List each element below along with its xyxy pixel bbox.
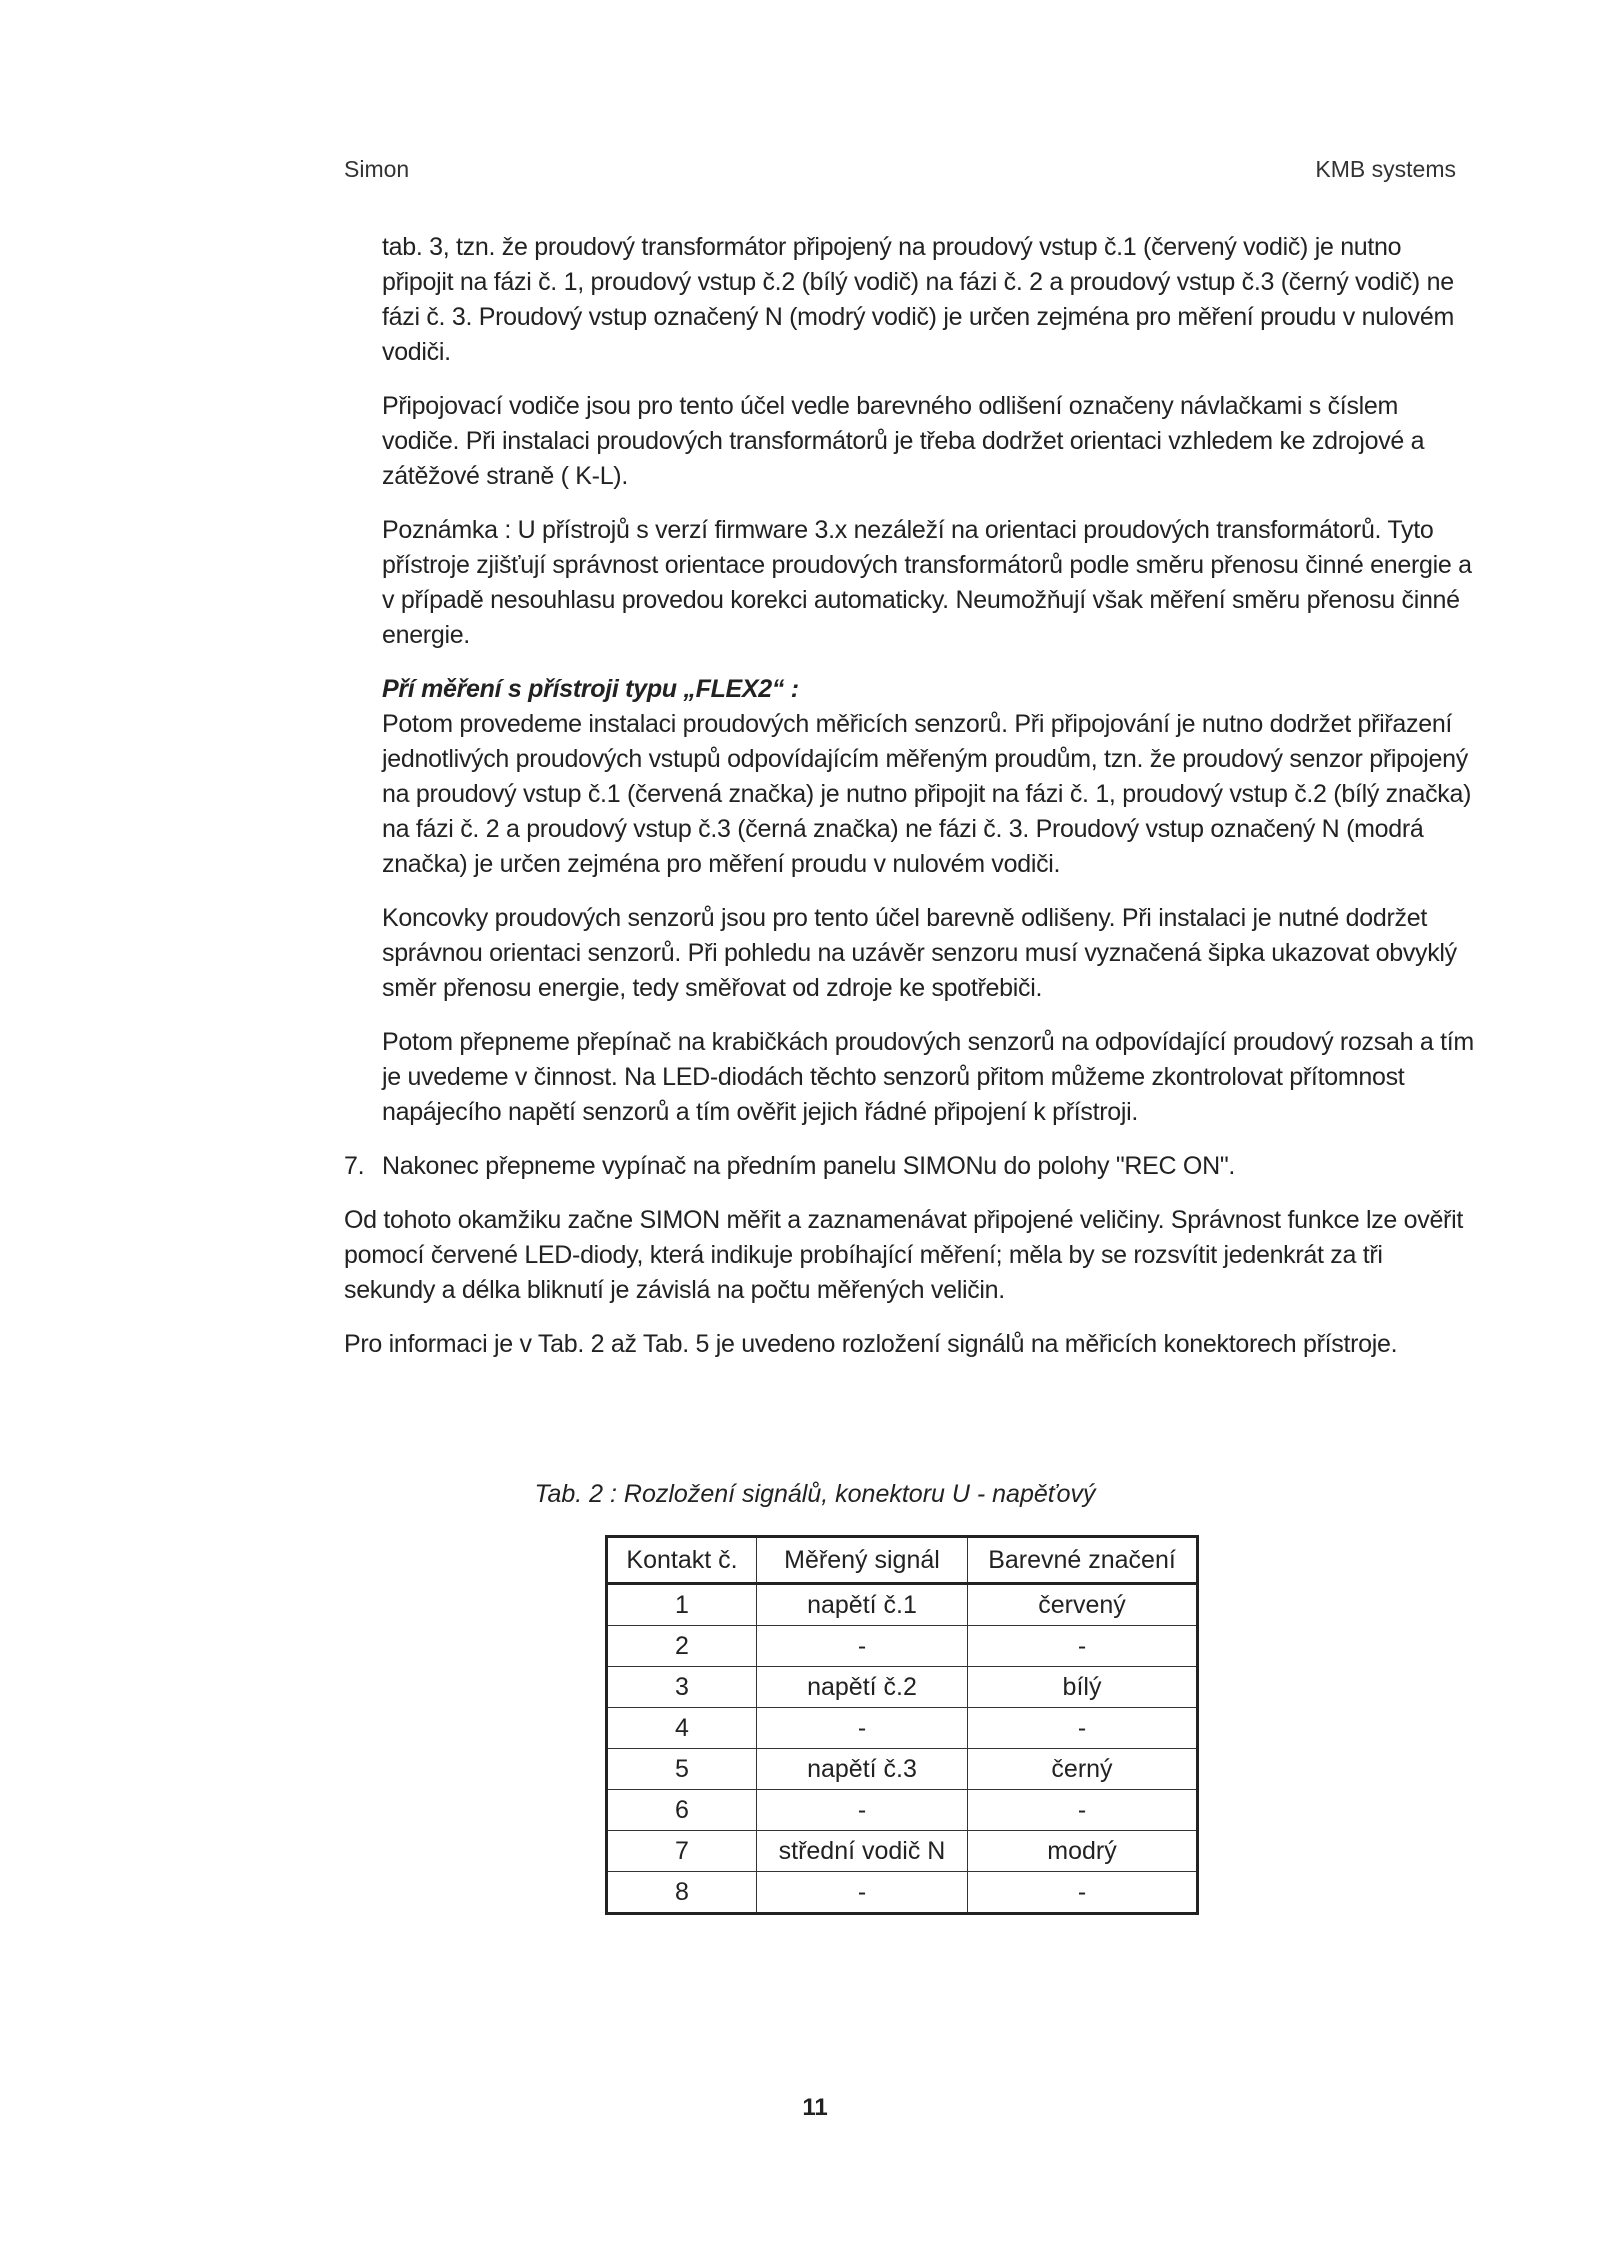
table-row (607, 1626, 1198, 1667)
table-cell: 6 (607, 1790, 757, 1831)
table-cell: 8 (607, 1872, 757, 1914)
table-cell: červený (968, 1584, 1198, 1626)
table-cell: bílý (968, 1667, 1198, 1708)
table-cell: - (757, 1626, 968, 1667)
table-cell: modrý (968, 1831, 1198, 1872)
paragraph-8: Od tohoto okamžiku začne SIMON měřit a zaznamenávat připojené veličiny. Správnost funkce lze ověřit pomocí červené LED-diody, která indikuje probíhající měření; měla by se rozsvítit jedenkrát za tři sekundy a délka bliknutí je závislá na počtu měřených veličin. (344, 1206, 1463, 1304)
table-cell: 5 (607, 1749, 757, 1790)
body-text (344, 230, 1474, 1381)
flex2-subheading: Pří měření s přístroji typu „FLEX2“ : (382, 675, 799, 703)
table-row (607, 1584, 1198, 1626)
table-cell: 4 (607, 1708, 757, 1749)
table-caption: Tab. 2 : Rozložení signálů, konektoru U - napěťový (534, 1480, 1096, 1508)
table-cell: 7 (607, 1831, 757, 1872)
paragraph-9: Pro informaci je v Tab. 2 až Tab. 5 je uvedeno rozložení signálů na měřicích konektorech přístroje. (344, 1330, 1398, 1358)
table-cell: 3 (607, 1667, 757, 1708)
indented-section (382, 230, 1474, 1130)
signal-table (605, 1535, 1199, 1915)
table-header-row (607, 1537, 1198, 1584)
table-cell: - (968, 1708, 1198, 1749)
paragraph-3: Poznámka : U přístrojů s verzí firmware 3.x nezáleží na orientaci proudových transformátorů. Tyto přístroje zjišťují správnost orientace proudových transformátorů podle směru přenosu činné energie a v případě nesouhlasu provedou korekci automaticky. Neumožňují však měření směru přenosu činné energie. (382, 516, 1472, 649)
column-header: Měřený signál (757, 1537, 968, 1584)
paragraph-5: Koncovky proudových senzorů jsou pro tento účel barevně odlišeny. Při instalaci je nutné dodržet správnou orientaci senzorů. Při pohledu na uzávěr senzoru musí vyznačená šipka ukazovat obvyklý směr přenosu energie, tedy směřovat od zdroje ke spotřebiči. (382, 904, 1457, 1002)
list-item-7 (344, 1149, 1474, 1184)
table-cell: černý (968, 1749, 1198, 1790)
table-cell: - (757, 1872, 968, 1914)
header-right: KMB systems (1315, 156, 1456, 182)
table-cell: - (968, 1626, 1198, 1667)
paragraph-2: Připojovací vodiče jsou pro tento účel vedle barevného odlišení označeny návlačkami s číslem vodiče. Při instalaci proudových transformátorů je třeba dodržet orientaci vzhledem ke zdrojové a zátěžové straně ( K-L). (382, 392, 1425, 490)
table-cell: - (757, 1790, 968, 1831)
paragraph-1: tab. 3, tzn. že proudový transformátor připojený na proudový vstup č.1 (červený vodič) je nutno připojit na fázi č. 1, proudový vstup č.2 (bílý vodič) na fázi č. 2 a proudový vstup č.3 (černý vodič) ne fázi č. 3. Proudový vstup označený N (modrý vodič) je určen zejména pro měření proudu v nulovém vodiči. (382, 233, 1455, 366)
table-cell: napětí č.2 (757, 1667, 968, 1708)
table-row (607, 1667, 1198, 1708)
list-item-text: Nakonec přepneme vypínač na předním panelu SIMONu do polohy "REC ON". (382, 1152, 1236, 1180)
table-row (607, 1831, 1198, 1872)
paragraph-6: Potom přepneme přepínač na krabičkách proudových senzorů na odpovídající proudový rozsah a tím je uvedeme v činnost. Na LED-diodách těchto senzorů přitom můžeme zkontrolovat přítomnost napájecího napětí senzorů a tím ověřit jejich řádné připojení k přístroji. (382, 1028, 1474, 1126)
table-cell: 2 (607, 1626, 757, 1667)
page-header (344, 156, 1456, 183)
table-row (607, 1790, 1198, 1831)
table-row (607, 1749, 1198, 1790)
table-cell: napětí č.1 (757, 1584, 968, 1626)
paragraph-4: Potom provedeme instalaci proudových měřicích senzorů. Při připojování je nutno dodržet přiřazení jednotlivých proudových vstupů odpovídajícím měřeným proudům, tzn. že proudový senzor připojený na proudový vstup č.1 (červená značka) je nutno připojit na fázi č. 1, proudový vstup č.2 (bílý značka) na fázi č. 2 a proudový vstup č.3 (černá značka) ne fázi č. 3. Proudový vstup označený N (modrá značka) je určen zejména pro měření proudu v nulovém vodiči. (382, 710, 1472, 878)
column-header: Barevné značení (968, 1537, 1198, 1584)
table-cell: - (968, 1872, 1198, 1914)
table-cell: střední vodič N (757, 1831, 968, 1872)
table-cell: - (968, 1790, 1198, 1831)
list-item-number: 7. (344, 1152, 365, 1180)
table-cell: 1 (607, 1584, 757, 1626)
table-cell: napětí č.3 (757, 1749, 968, 1790)
page-number: 11 (802, 2094, 828, 2121)
column-header: Kontakt č. (607, 1537, 757, 1584)
table-row (607, 1872, 1198, 1914)
table-cell: - (757, 1708, 968, 1749)
header-left: Simon (344, 156, 410, 182)
table-row (607, 1708, 1198, 1749)
